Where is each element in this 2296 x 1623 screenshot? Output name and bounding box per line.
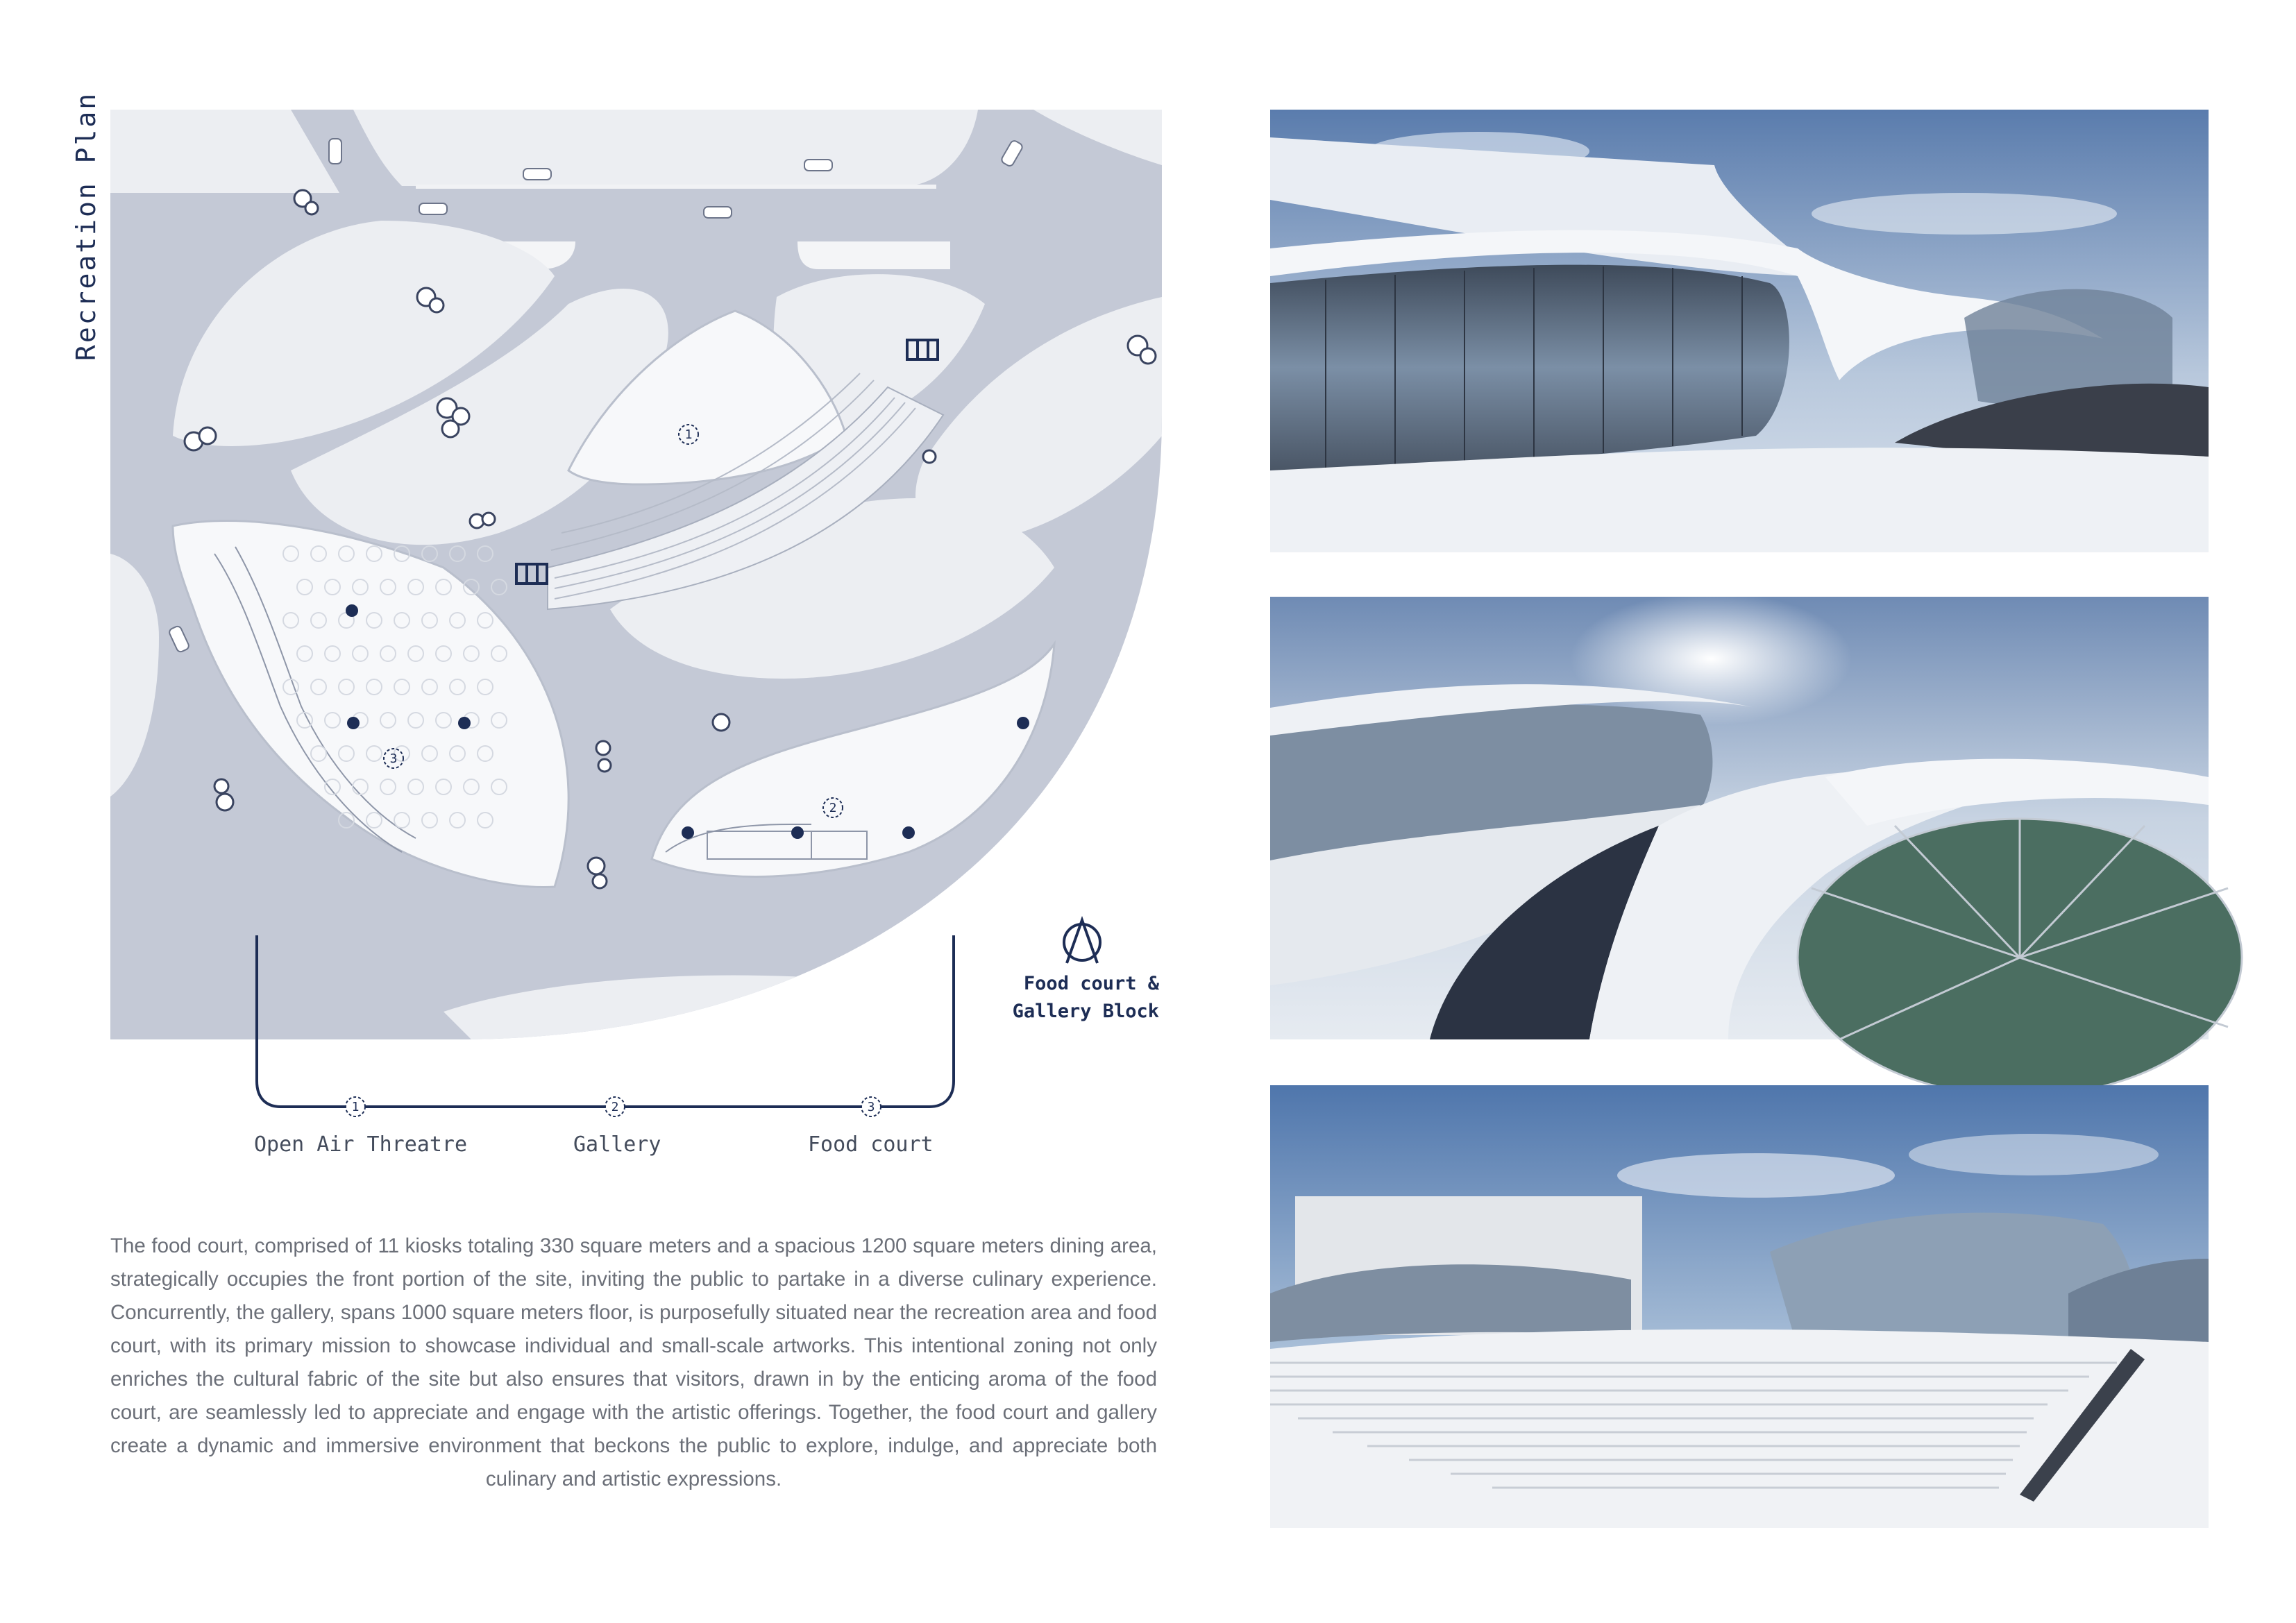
car-icon — [704, 207, 732, 218]
car-icon — [523, 169, 551, 180]
tree-icon — [598, 759, 611, 772]
ground-parcel — [353, 110, 978, 186]
legend-1-number: 1 — [351, 1100, 360, 1114]
car-icon — [804, 160, 832, 171]
legend-2-number: 2 — [611, 1100, 619, 1114]
legend-label-theatre: Open Air Threatre — [254, 1132, 468, 1157]
block-label — [986, 970, 1159, 1026]
tree-icon — [214, 779, 228, 793]
legend-3-number: 3 — [867, 1100, 875, 1114]
car-icon — [329, 139, 341, 164]
block-label-line-1: Food court & — [1023, 973, 1159, 994]
zone-1-number: 1 — [684, 427, 693, 442]
tree-icon — [588, 858, 605, 874]
tree-icon — [199, 427, 216, 444]
tree-icon — [482, 513, 495, 525]
tree-icon — [923, 450, 936, 463]
tree-icon — [442, 420, 459, 437]
road-median — [416, 185, 936, 189]
tree-icon — [596, 741, 610, 755]
legend-label-gallery: Gallery — [573, 1132, 661, 1157]
north-arrow-icon — [1064, 920, 1100, 963]
tree-icon — [713, 714, 729, 731]
tree-icon — [430, 298, 444, 312]
parking-island — [797, 241, 950, 269]
zone-2-number: 2 — [829, 801, 837, 815]
legend-label-food-court: Food court — [808, 1132, 934, 1157]
tree-icon — [1140, 348, 1156, 364]
tree-icon — [217, 794, 233, 810]
render-image-3 — [1270, 1085, 2209, 1528]
description-paragraph: The food court, comprised of 11 kiosks totaling 330 square meters and a spacious 1200 square meters dining area, strategically occupies the front portion of the site, inviting the public to partake in a diverse culinary experience. Concurrently, the gallery, spans 1000 square meters floor, is purposefully situated near the recreation area and food court, with its primary mission to showcase individual and small-scale artworks. This intentional zoning not only enriches the cultural fabric of the site but also ensures that visitors, drawn in by the enticing aroma of the food court, are seamlessly led to appreciate and engage with the artistic offerings. Together, the food court and gallery create a dynamic and immersive environment that beckons the public to explore, indulge, and appreciate both culinary and artistic expressions. — [110, 1234, 1157, 1490]
zone-3-number: 3 — [389, 751, 398, 766]
render-image-1 — [1270, 110, 2209, 552]
site-plan — [110, 110, 1162, 1114]
render-image-2 — [1270, 597, 2209, 1039]
tree-icon — [305, 202, 318, 214]
block-label-line-2: Gallery Block — [1012, 1001, 1159, 1022]
tree-icon — [593, 874, 607, 888]
car-icon — [419, 203, 447, 214]
page-title: Recreation Plan — [71, 91, 101, 361]
